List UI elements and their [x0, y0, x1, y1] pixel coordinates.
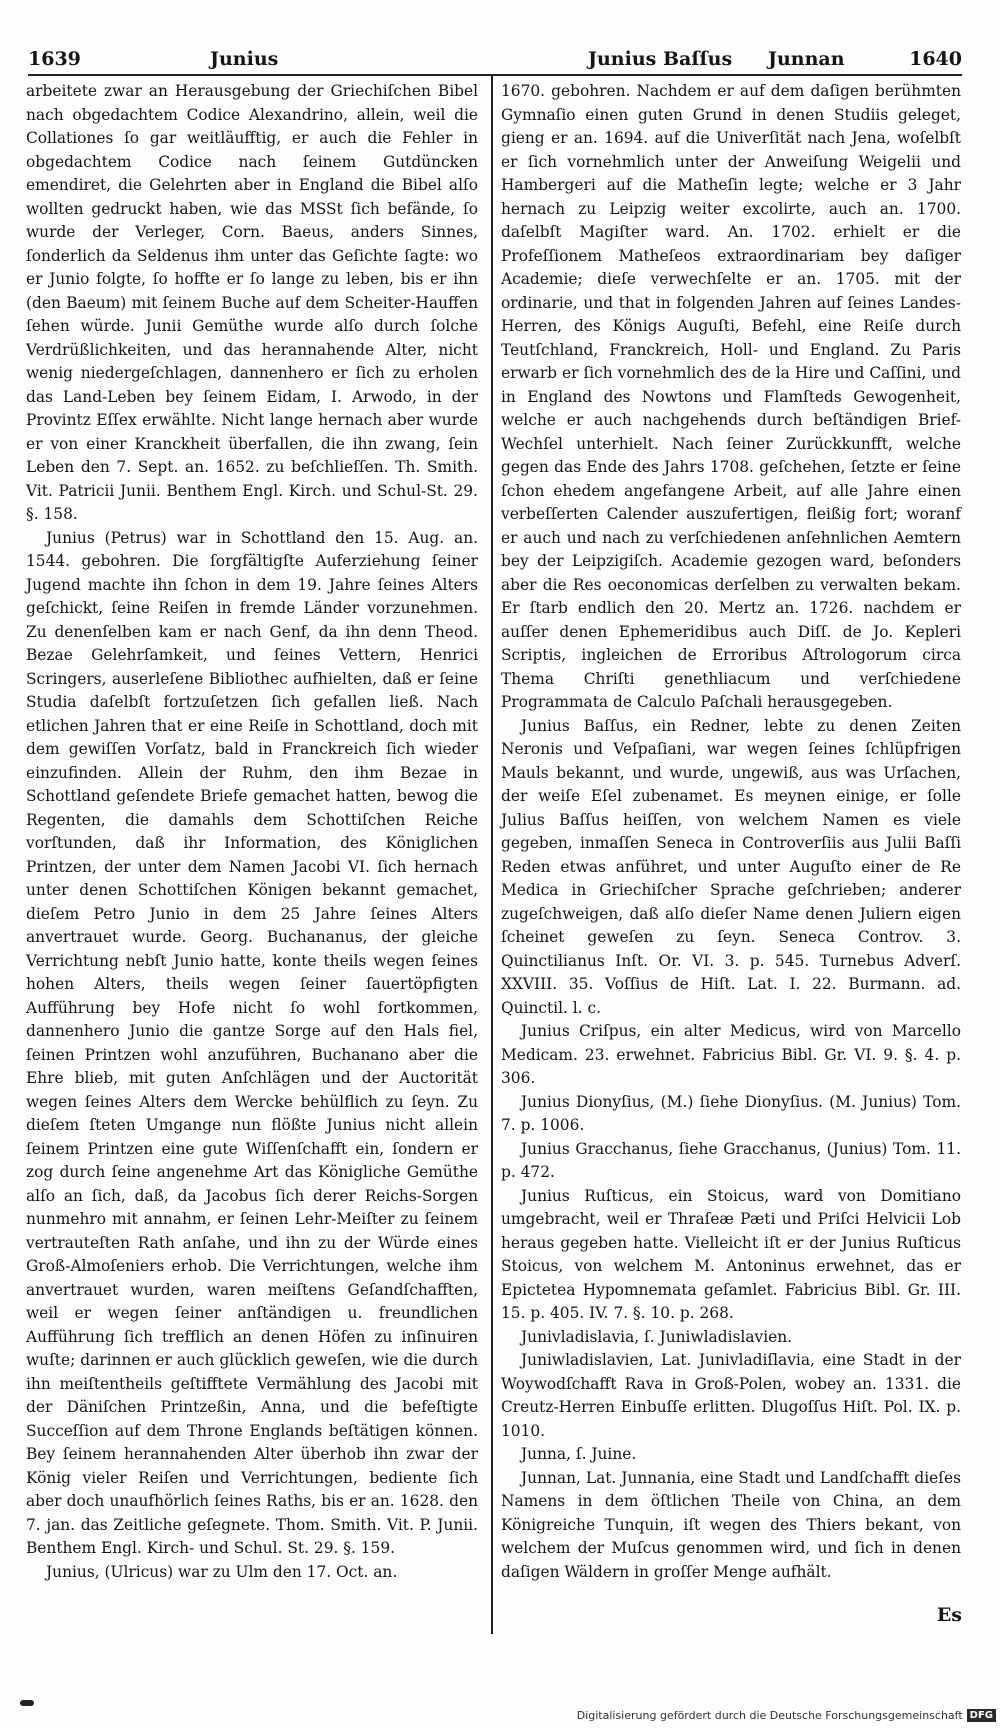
right-paragraph: Juniwladislavien, Lat. Junivladiſlavia, eine Stadt in der Woywodſchafft Rava in Groß-Polen, wobey an. 1331. die Creutz-Herren Einbuſſe erlitten. Dlugoſſus Hiſt. Pol. IX. p. 1010.	[501, 1351, 961, 1440]
right-paragraph: Junius Baſſus, ein Redner, lebte zu denen Zeiten Neronis und Veſpaſiani, war wegen ſeines ſchlüpfrigen Mauls bekannt, und wurde, ungewiß, aus was Urſachen, der weiſe Eſel zubenamet. Es meynen einige, er ſolle Julius Baſſus heiſſen, von welchem Namen es viele gegeben, inmaſſen Seneca in Controverſiis aus Julii Baſſi Reden etwas anführet, und unter Auguſto einer de Re Medica in Griechiſcher Sprache geſchrieben; anderer zugeſchweigen, daß alſo dieſer Name denen Juliern eigen ſcheinet geweſen zu ſeyn. Seneca Controv. 3. Quinctilianus Inſt. Or. VI. 3. p. 545. Turnebus Adverſ. XXVIII. 35. Voſſius de Hiſt. Lat. I. 22. Burmann. ad. Quinctil. l. c.	[501, 716, 961, 1017]
catchword: Es	[936, 1604, 962, 1626]
right-paragraph: Junius Gracchanus, ſiehe Gracchanus, (Junius) Tom. 11. p. 472.	[501, 1139, 961, 1181]
right-running-head-last: Junnan	[768, 48, 845, 70]
right-paragraph: Junnan, Lat. Junnania, eine Stadt und Landſchafft dieſes Namens in dem öſtlichen Theile von China, an dem Königreiche Tunquin, iſt wegen des Thiers bekant, von welchem der Muſcus genommen wird, und ſich in denen daſigen Wäldern in groſſer Menge aufhält.	[501, 1468, 961, 1581]
left-paragraph: Junius (Petrus) war in Schottland den 15. Aug. an. 1544. gebohren. Die ſorgfältigſte Auferziehung ſeiner Jugend machte ihn ſchon in dem 19. Jahre ſeines Alters geſchickt, ſeine Reiſen in fremde Länder vorzunehmen. Zu denenſelben kam er nach Genf, da ihn denn Theod. Bezae Gelehrſamkeit, und ſeines Vettern, Henrici Scringers, auserleſene Bibliothec aufhielten, daß er ſeine Studia daſelbſt fortzuſetzen ſich gefallen ließ. Nach etlichen Jahren that er eine Reiſe in Schottland, doch mit dem gewiſſen Vorſatz, bald in Franckreich ſich wieder einzufinden. Allein der Ruhm, den ihm Bezae in Schottland geſendete Briefe gemachet hatten, bewog die Regenten, die damahls dem Schottiſchen Reiche vorſtunden, daß ihr Information, des Königlichen Printzen, der unter dem Namen Jacobi VI. ſich hernach unter denen Schottiſchen Königen bekannt gemachet, dieſem Petro Junio in dem 25 Jahre ſeines Alters anvertrauet wurde. Georg. Buchananus, der gleiche Verrichtung nebſt Junio hatte, konte theils wegen ſeines hohen Alters, theils wegen ſeiner ſauertöpfigten Aufführung bey Hofe nicht ſo wohl fortkommen, dannenhero Junio die gantze Sorge auf den Hals fiel, ſeinen Printzen wohl anzuführen, Buchanano aber die Ehre blieb, mit guten Anſchlägen und der Auctorität wegen ſeines Alters dem Wercke behülflich zu ſeyn. Zu dieſem ſteten Umgange nun flößte Junius nicht allein ſeinem Printzen eine gute Wiſſenſchafft ein, ſondern er zog durch ſeine angenehme Art das Königliche Gemüthe alſo an ſich, daß, da Jacobus ſich derer Reichs-Sorgen nunmehro mit annahm, er ſeinen Lehr-Meiſter zu ſeinem vertrauteſten Rath anſahe, und ihn zu der Würde eines Groß-Almoſeniers erhob. Die Verrichtungen, welche ihm anvertrauet wurden, waren meiſtens Geſandſchafften, weil er wegen ſeiner anſtändigen u. freundlichen Aufführung ſich trefflich an denen Höfen zu inſinuiren wuſte; darinnen er auch glücklich geweſen, wie die durch ihn meiſtentheils geſtifftete Vermählung des Jacobi mit der Däniſchen Printzeßin, Anna, und die befeſtigte Succeſſion auf dem Throne Englands beſtätigen können. Bey ſeinem herannahenden Alter überhob ihn zwar der König vieler Reiſen und Verrichtungen, bediente ſich aber doch unaufhörlich ſeines Raths, bis er an. 1628. den 7. jan. das Zeitliche geſegnete. Thom. Smith. Vit. P. Junii. Benthem Engl. Kirch- und Schul. St. 29. §. 159.	[26, 528, 478, 1557]
right-paragraph: Junius Dionyſius, (M.) ſiehe Dionyſius. (M. Junius) Tom. 7. p. 1006.	[501, 1092, 961, 1134]
right-column	[501, 80, 961, 1584]
left-paragraph: arbeitete zwar an Herausgebung der Griechiſchen Bibel nach obgedachtem Codice Alexandrino, allein, weil die Collationes ſo gar weitläufftig, er auch die Fehler in obgedachtem Codice nach ſeinem Gutdüncken emendiret, die Gelehrten aber in England die Bibel alſo wollten gedruckt haben, wie das MSSt ſich befände, ſo wurde der Verleger, Corn. Baeus, anders Sinnes, ſonderlich da Seldenus ihm unter das Geſichte ſagte: wo er Junio folgte, ſo hoffte er ſo lange zu leben, bis er ihn (den Baeum) mit ſeinem Buche auf dem Scheiter-Hauffen ſehen würde. Junii Gemüthe wurde alſo durch ſolche Verdrüßlichkeiten, und das herannahende Alter, nicht wenig niedergeſchlagen, dannenhero er ſich zu erholen das Land-Leben bey ſeinem Eidam, I. Arwodo, in der Provintz Eſſex erwählte. Nicht lange hernach aber wurde er von einer Kranckheit überfallen, die ihn zwang, ſein Leben den 7. Sept. an. 1652. zu beſchlieſſen. Th. Smith. Vit. Patricii Junii. Benthem Engl. Kirch. und Schul-St. 29. §. 158.	[26, 82, 478, 523]
right-paragraph: Junna, ſ. Juine.	[521, 1445, 637, 1463]
right-paragraph: Junivladislavia, ſ. Juniwladislavien.	[521, 1327, 793, 1346]
left-column	[26, 80, 478, 1584]
digitization-footer	[577, 1709, 996, 1722]
header-rule	[28, 74, 962, 76]
left-running-head: Junius	[210, 48, 279, 70]
left-paragraph: Junius, (Ulricus) war zu Ulm den 17. Oct. an.	[46, 1562, 398, 1581]
right-paragraph: Junius Ruſticus, ein Stoicus, ward von Domitiano umgebracht, weil er Thraſeæ Pæti und Priſci Helvicii Lob heraus gegeben hatte. Vielleicht iſt er der Junius Ruſticus Stoicus, von welchem M. Antoninus erwehnet, das er Epictetea Hypomnemata geſamlet. Fabricius Bibl. Gr. III. 15. p. 405. IV. 7. §. 10. p. 268.	[501, 1186, 961, 1322]
dfg-logo-icon: DFG	[967, 1709, 996, 1722]
footer-credit-text: Digitalisierung gefördert durch die Deutsche Forschungsgemeinschaft	[576, 1709, 963, 1722]
ink-smudge	[20, 1700, 34, 1706]
column-divider	[491, 76, 493, 1634]
page-header	[28, 44, 962, 78]
right-running-head-first: Junius Baſſus	[588, 48, 733, 70]
left-page-number: 1639	[28, 48, 81, 70]
right-page-number: 1640	[909, 48, 962, 70]
right-paragraph: Junius Criſpus, ein alter Medicus, wird von Marcello Medicam. 23. erwehnet. Fabricius Bibl. Gr. VI. 9. §. 4. p. 306.	[501, 1022, 961, 1087]
right-paragraph: 1670. gebohren. Nachdem er auf dem daſigen berühmten Gymnaſio einen guten Grund in denen Studiis geleget, gieng er an. 1694. auf die Univerſität nach Jena, woſelbſt er ſich vornehmlich unter der Anweiſung Weigelii und Hambergeri auf die Matheſin legte; welche er 3 Jahr hernach zu Leipzig weiter excolirte, auch an. 1700. daſelbſt Magiſter ward. An. 1702. erhielt er die Profeſſionem Matheſeos extraordinariam bey daſiger Academie; dieſe verwechſelte er an. 1705. mit der ordinarie, und that in folgenden Jahren auf ſeines Landes-Herren, des Königs Auguſti, Befehl, eine Reiſe durch Teutſchland, Franckreich, Holl- und England. Zu Paris erwarb er ſich vornehmlich des de la Hire und Caſſini, und in England des Nowtons und Flamſteds Gewogenheit, welche er auch nachgehends durch beſtändigen Brief-Wechſel unterhielt. Nach ſeiner Zurückkunfft, welche gegen das Ende des Jahrs 1708. geſchehen, ſetzte er ſeine ſchon ehedem angefangene Arbeit, auf alle Jahre einen verbeſſerten Calender auszufertigen, fleißig fort; woranf er auch und nach zu verſchiedenen anſehnlichen Aemtern bey der Leipzigiſch. Academie gezogen ward, beſonders aber die Res oeconomicas derſelben zu verwalten bekam. Er ſtarb endlich den 20. Mertz an. 1726. nachdem er auſſer denen Ephemeridibus auch Diſſ. de Jo. Kepleri Scriptis, ingleichen de Erroribus Aſtrologorum circa Thema Chriſti genethliacum und verſchiedene Programmata de Calculo Paſchali herausgegeben.	[501, 82, 961, 711]
